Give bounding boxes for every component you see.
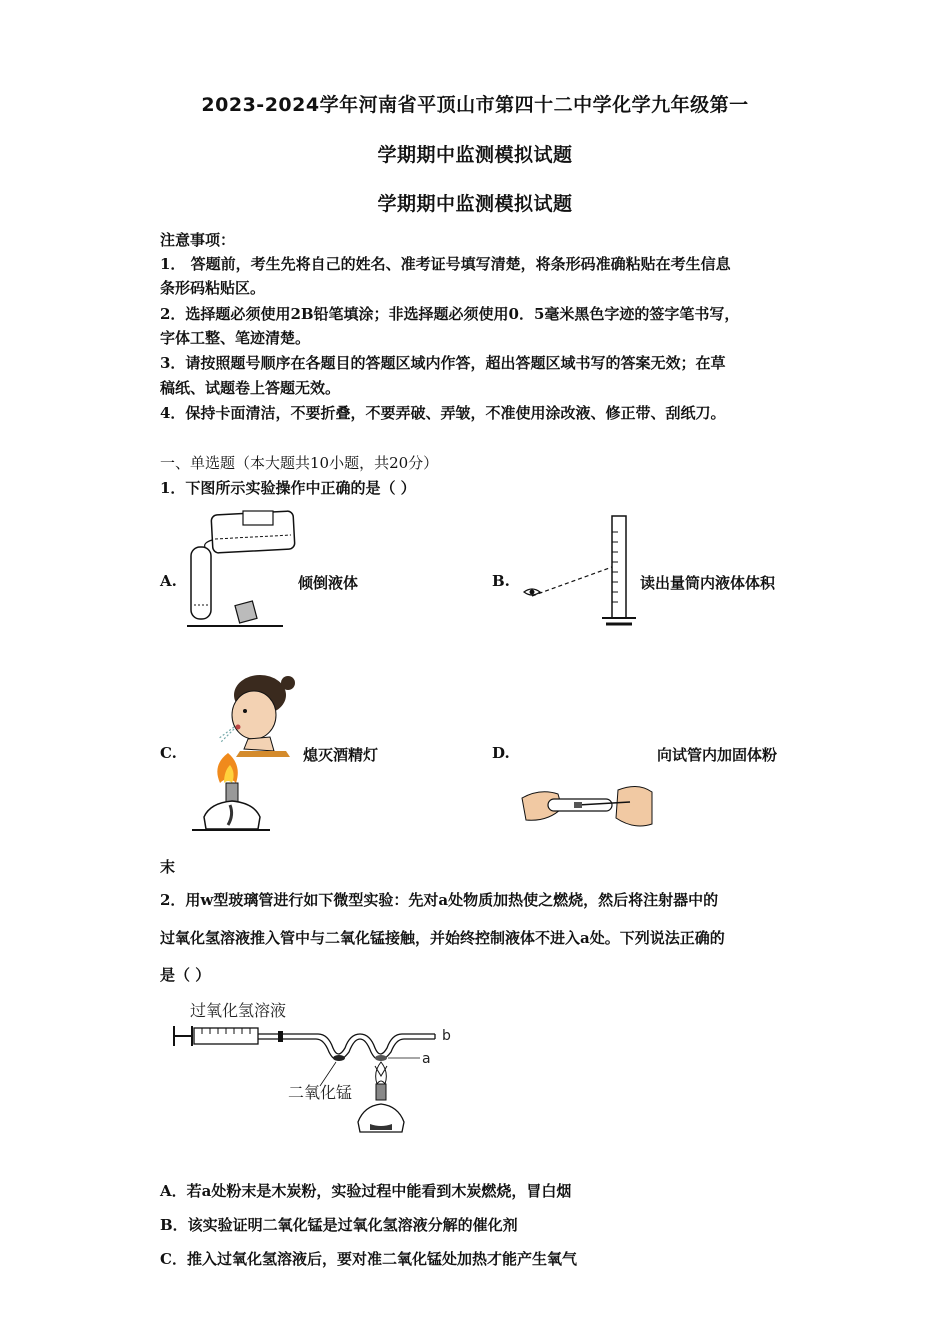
question-2-stem-line: 过氧化氢溶液推入管中与二氧化锰接触，并始终控制液体不进入a处。下列说法正确的 (160, 929, 725, 947)
question-2-stem-line: 是（ ） (160, 966, 211, 984)
notice-line: 2．选择题必须使用2B铅笔填涂；非选择题必须使用0．5毫米黑色字迹的签字笔书写， (160, 305, 740, 323)
option-b-label: 读出量筒内液体体积 (640, 574, 776, 592)
notice-line: 4．保持卡面清洁，不要折叠，不要弄破、弄皱，不准使用涂改液、修正带、刮纸刀。 (160, 404, 726, 422)
question-1-stem: 1．下图所示实验操作中正确的是（ ） (160, 479, 416, 497)
notice-heading: 注意事项： (160, 231, 236, 249)
w-tube-apparatus-figure (170, 996, 460, 1138)
catalyst-label: 二氧化锰 (288, 1083, 353, 1102)
graduated-cylinder-figure (518, 512, 638, 632)
option-c-letter: C. (160, 744, 177, 762)
option-b-letter: B. (492, 572, 510, 590)
point-b-label: b (442, 1028, 451, 1044)
notice-line: 3．请按照题号顺序在各题目的答题区域内作答，超出答题区域书写的答案无效；在草 (160, 354, 726, 372)
pouring-liquid-figure (185, 505, 300, 630)
syringe-label: 过氧化氢溶液 (190, 1001, 287, 1020)
notice-line: 条形码粘贴区。 (160, 279, 266, 297)
notice-line: 字体工整、笔迹清楚。 (160, 329, 311, 347)
question-2-option-c: C．推入过氧化氢溶液后，要对准二氧化锰处加热才能产生氧气 (160, 1250, 577, 1268)
adding-powder-figure (518, 778, 656, 834)
section-heading: 一、单选题（本大题共10小题，共20分） (160, 454, 439, 472)
question-2-option-a: A．若a处粉末是木炭粉，实验过程中能看到木炭燃烧，冒白烟 (160, 1182, 572, 1200)
blowing-out-lamp-figure (190, 665, 305, 833)
question-2-option-b: B．该实验证明二氧化锰是过氧化氢溶液分解的催化剂 (160, 1216, 518, 1234)
notice-line: 稿纸、试题卷上答题无效。 (160, 379, 341, 397)
title-line-3: 学期期中监测模拟试题 (377, 193, 573, 215)
title-line-2: 学期期中监测模拟试题 (377, 144, 573, 166)
option-d-letter: D. (492, 744, 510, 762)
option-a-label: 倾倒液体 (298, 574, 359, 592)
point-a-label: a (422, 1051, 431, 1067)
title-line-1: 2023-2024学年河南省平顶山市第四十二中学化学九年级第一 (201, 94, 749, 116)
notice-line: 1． 答题前，考生先将自己的姓名、准考证号填写清楚，将条形码准确粘贴在考生信息 (160, 255, 731, 273)
question-2-stem-line: 2．用w型玻璃管进行如下微型实验：先对a处物质加热使之燃烧，然后将注射器中的 (160, 891, 719, 909)
question-1-tail: 末 (160, 858, 176, 876)
option-d-label: 向试管内加固体粉 (657, 746, 778, 764)
option-c-label: 熄灭酒精灯 (303, 746, 379, 764)
option-a-letter: A. (160, 572, 177, 590)
